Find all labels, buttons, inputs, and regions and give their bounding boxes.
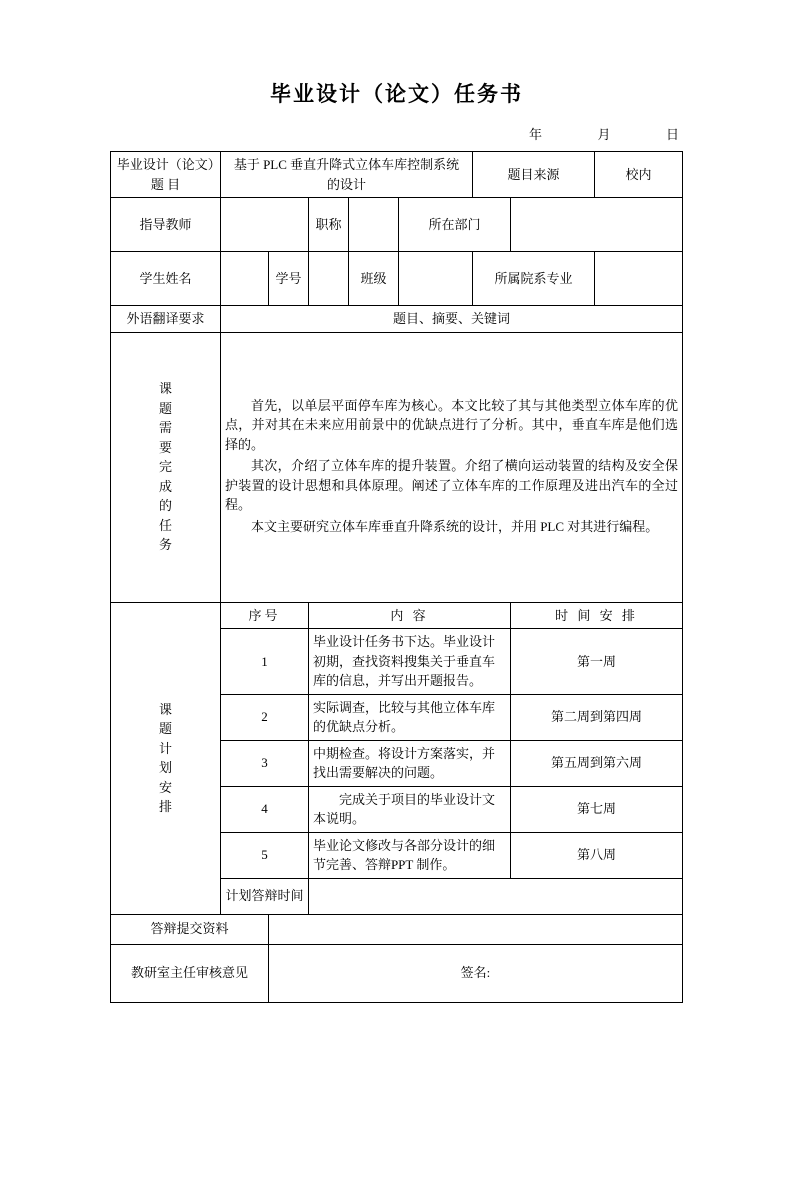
- plan-row-time: 第八周: [511, 832, 683, 878]
- topic-source-label: 题目来源: [473, 152, 595, 198]
- task-form-table: [110, 151, 683, 1003]
- plan-header-content: 内 容: [308, 602, 510, 629]
- major-label: 所属院系专业: [473, 252, 595, 306]
- title-label: 职称: [308, 198, 348, 252]
- table-row-task: [110, 332, 682, 602]
- date-line: [0, 124, 680, 143]
- class-value[interactable]: [398, 252, 472, 306]
- topic-value: [220, 152, 472, 198]
- date-year: 年: [528, 127, 543, 142]
- signature-label: 签名:: [268, 944, 682, 1002]
- date-month: 月: [597, 127, 612, 142]
- plan-row-content: 实际调查，比较与其他立体车库的优缺点分析。: [308, 694, 510, 740]
- task-side-label: 课 题 需 要 完 成 的 任 务: [110, 332, 220, 602]
- topic-value-line1: 基于 PLC 垂直升降式立体车库控制系统: [233, 157, 460, 172]
- plan-row-no: 2: [220, 694, 308, 740]
- task-paragraph-2: 其次，介绍了立体车库的提升装置。介绍了横向运动装置的结构及安全保护装置的设计思想和具体原理。阐述了立体车库的工作原理及进出汽车的全过程。: [224, 458, 679, 513]
- student-value[interactable]: [220, 252, 268, 306]
- table-row-topic: [110, 152, 682, 198]
- plan-row-no: 4: [220, 786, 308, 832]
- topic-label: 毕业设计（论文）题 目: [110, 152, 220, 198]
- defense-time-label: 计划答辩时间: [220, 878, 308, 914]
- plan-row-no: 1: [220, 629, 308, 695]
- table-row-submit: [110, 914, 682, 944]
- plan-row-time: 第一周: [511, 629, 683, 695]
- foreign-value: 题目、摘要、关键词: [220, 306, 682, 333]
- task-paragraph-3: 本文主要研究立体车库垂直升降系统的设计，并用 PLC 对其进行编程。: [250, 518, 659, 534]
- advisor-label: 指导教师: [110, 198, 220, 252]
- plan-row-time: 第七周: [511, 786, 683, 832]
- department-value[interactable]: [511, 198, 683, 252]
- table-row-plan-header: [110, 602, 682, 629]
- table-row-student: [110, 252, 682, 306]
- major-value[interactable]: [595, 252, 683, 306]
- student-id-value[interactable]: [308, 252, 348, 306]
- plan-side-label: 课 题 计 划 安 排: [110, 602, 220, 914]
- plan-row-time: 第二周到第四周: [511, 694, 683, 740]
- date-day: 日: [665, 127, 680, 142]
- plan-row-time: 第五周到第六周: [511, 740, 683, 786]
- topic-value-line2: 的设计: [326, 176, 366, 192]
- department-label: 所在部门: [398, 198, 510, 252]
- plan-header-no: 序号: [220, 602, 308, 629]
- task-body: [220, 332, 682, 602]
- class-label: 班级: [348, 252, 398, 306]
- title-value[interactable]: [348, 198, 398, 252]
- table-row-advisor: [110, 198, 682, 252]
- plan-row-no: 3: [220, 740, 308, 786]
- page-title: 毕业设计（论文）任务书: [270, 83, 523, 106]
- plan-row-content: 毕业论文修改与各部分设计的细节完善、答辩PPT 制作。: [308, 832, 510, 878]
- submit-label: 答辩提交资料: [110, 914, 268, 944]
- plan-row-content: 毕业设计任务书下达。毕业设计初期，查找资料搜集关于垂直车库的信息，并写出开题报告。: [308, 629, 510, 695]
- plan-row-content: 中期检查。将设计方案落实，并找出需要解决的问题。: [308, 740, 510, 786]
- student-id-label: 学号: [268, 252, 308, 306]
- table-row-foreign: [110, 306, 682, 333]
- topic-source-value: 校内: [595, 152, 683, 198]
- review-label: 教研室主任审核意见: [110, 944, 268, 1002]
- plan-row-content: 完成关于项目的毕业设计文本说明。: [308, 786, 510, 832]
- plan-row-no: 5: [220, 832, 308, 878]
- foreign-label: 外语翻译要求: [110, 306, 220, 333]
- advisor-value[interactable]: [220, 198, 308, 252]
- plan-header-time: 时 间 安 排: [511, 602, 683, 629]
- table-row-review: [110, 944, 682, 1002]
- student-label: 学生姓名: [110, 252, 220, 306]
- submit-value[interactable]: [268, 914, 682, 944]
- document-page: [0, 78, 793, 1200]
- task-paragraph-1: 首先，以单层平面停车库为核心。本文比较了其与其他类型立体车库的优点，并对其在未来应用前景中的优缺点进行了分析。其中，垂直车库是他们选择的。: [224, 397, 679, 452]
- defense-time-value[interactable]: [308, 878, 682, 914]
